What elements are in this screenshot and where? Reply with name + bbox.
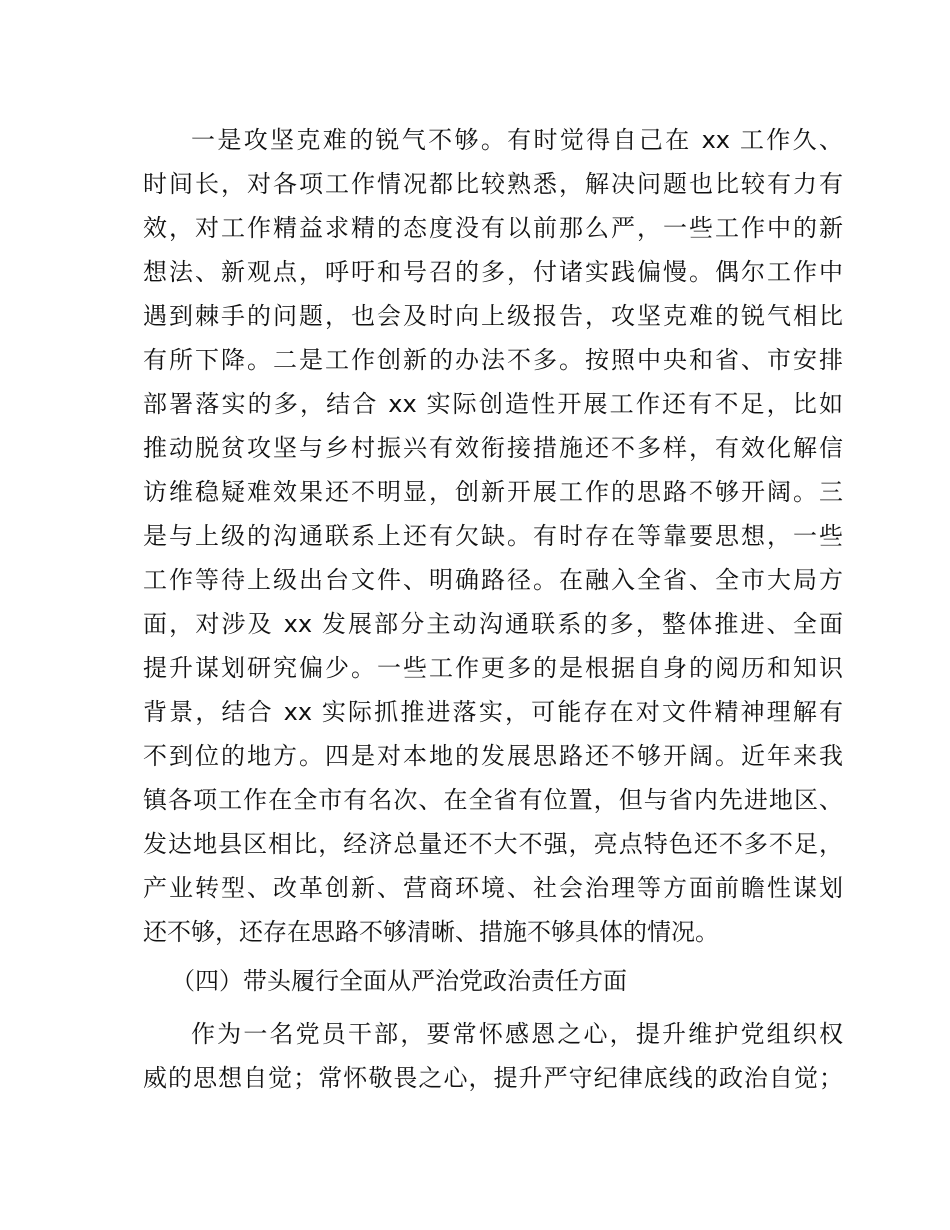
paragraph-line: 不到位的地方。四是对本地的发展思路还不够开阔。近年来我 [143,742,843,770]
paragraph-line: 面，对涉及 xx 发展部分主动沟通联系的多，整体推进、全面 [143,610,843,638]
paragraph-line: 威的思想自觉；常怀敬畏之心，提升严守纪律底线的政治自觉； [143,1064,843,1092]
section-heading: （四）带头履行全面从严治党政治责任方面 [171,967,627,995]
paragraph-line: 背景，结合 xx 实际抓推进落实，可能存在对文件精神理解有 [143,698,843,726]
paragraph-line: 产业转型、改革创新、营商环境、社会治理等方面前瞻性谋划 [143,874,843,902]
document-body [143,118,843,1100]
paragraph-line: 有所下降。二是工作创新的办法不多。按照中央和省、市安排 [143,346,843,374]
paragraph-line: 作为一名党员干部，要常怀感恩之心，提升维护党组织权 [191,1020,843,1048]
paragraph-line: 时间长，对各项工作情况都比较熟悉，解决问题也比较有力有 [143,170,843,198]
paragraph-line: 推动脱贫攻坚与乡村振兴有效衔接措施还不多样，有效化解信 [143,434,843,462]
paragraph-line: 发达地县区相比，经济总量还不大不强，亮点特色还不多不足， [143,830,843,858]
paragraph-line: 遇到棘手的问题，也会及时向上级报告，攻坚克难的锐气相比 [143,302,843,330]
paragraph-line: 效，对工作精益求精的态度没有以前那么严，一些工作中的新 [143,214,843,242]
paragraph-line: 镇各项工作在全市有名次、在全省有位置，但与省内先进地区、 [143,786,843,814]
paragraph-line: 工作等待上级出台文件、明确路径。在融入全省、全市大局方 [143,566,843,594]
paragraph-line: 是与上级的沟通联系上还有欠缺。有时存在等靠要思想，一些 [143,522,843,550]
paragraph-line: 部署落实的多，结合 xx 实际创造性开展工作还有不足，比如 [143,390,843,418]
paragraph-line: 想法、新观点，呼吁和号召的多，付诸实践偏慢。偶尔工作中 [143,258,843,286]
paragraph-line: 还不够，还存在思路不够清晰、措施不够具体的情况。 [143,918,719,946]
paragraph-line: 访维稳疑难效果还不明显，创新开展工作的思路不够开阔。三 [143,478,843,506]
paragraph-line: 提升谋划研究偏少。一些工作更多的是根据自身的阅历和知识 [143,654,843,682]
paragraph-line: 一是攻坚克难的锐气不够。有时觉得自己在 xx 工作久、 [191,126,843,154]
